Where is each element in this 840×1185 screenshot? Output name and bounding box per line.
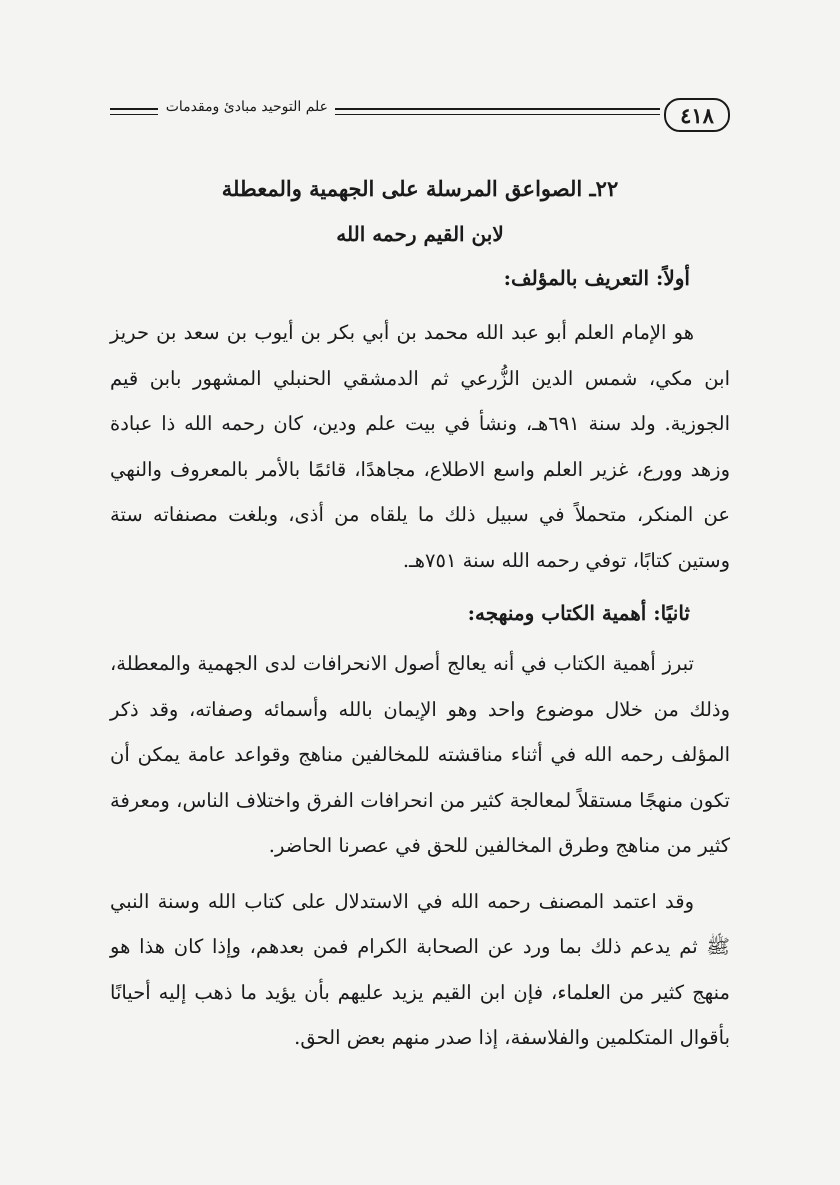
author-biography-paragraph: هو الإمام العلم أبو عبد الله محمد بن أبي بكر بن أيوب بن سعد بن حريز ابن مكي، شمس الدين الزُّرعي ثم الدمشقي الحنبلي المشهور بابن قيم الجوزية. ولد سنة ٦٩١هـ، ونشأ في بيت علم ودين، كان رحمه الله ذا عبادة وزهد وورع، غزير العلم واسع الاطلاع، مجاهدًا، قائمًا بالأمر بالمعروف والنهي عن المنكر، متحملاً في سبيل ذلك ما يلقاه من أذى، وبلغت مصنفاته ستة وستين كتابًا، توفي رحمه الله سنة ٧٥١هـ. (110, 321, 730, 572)
methodology-paragraph: وقد اعتمد المصنف رحمه الله في الاستدلال على كتاب الله وسنة النبي ﷺ ثم يدعم ذلك بما ورد عن الصحابة الكرام فمن بعدهم، وإذا كان هذا هو منهج كثير من العلماء، فإن ابن القيم يزيد عليهم بأن يؤيد ما ذهب إليه أحيانًا بأقوال المتكلمين والفلاسفة، إذا صدر منهم بعض الحق. (110, 889, 730, 1049)
header-rule-main (335, 108, 660, 110)
header-rule-left (110, 108, 158, 110)
section-heading-author: أولاً: التعريف بالمؤلف: (503, 266, 690, 290)
running-title: علم التوحيد مبادئ ومقدمات (165, 99, 328, 115)
page-content (110, 160, 730, 1061)
book-title: ٢٢ـ الصواعق المرسلة على الجهمية والمعطلة (221, 176, 619, 201)
page-header (110, 96, 730, 136)
author-line: لابن القيم رحمه الله (336, 222, 504, 246)
page-number: ٤١٨ (664, 98, 730, 132)
section-heading-importance: ثانيًا: أهمية الكتاب ومنهجه: (467, 601, 690, 625)
header-rule-left-thin (110, 114, 158, 115)
importance-paragraph: تبرز أهمية الكتاب في أنه يعالج أصول الانحرافات لدى الجهمية والمعطلة، وذلك من خلال موضوع واحد وهو الإيمان بالله وأسمائه وصفاته، وقد ذكر المؤلف رحمه الله في أثناء مناقشته للمخالفين مناهج وقواعد عامة يمكن أن تكون منهجًا مستقلاً لمعالجة كثير من انحرافات الفرق واختلاف الناس، ومعرفة كثير من مناهج وطرق المخالفين للحق في عصرنا الحاضر. (110, 652, 730, 857)
header-rule-main-thin (335, 114, 660, 115)
